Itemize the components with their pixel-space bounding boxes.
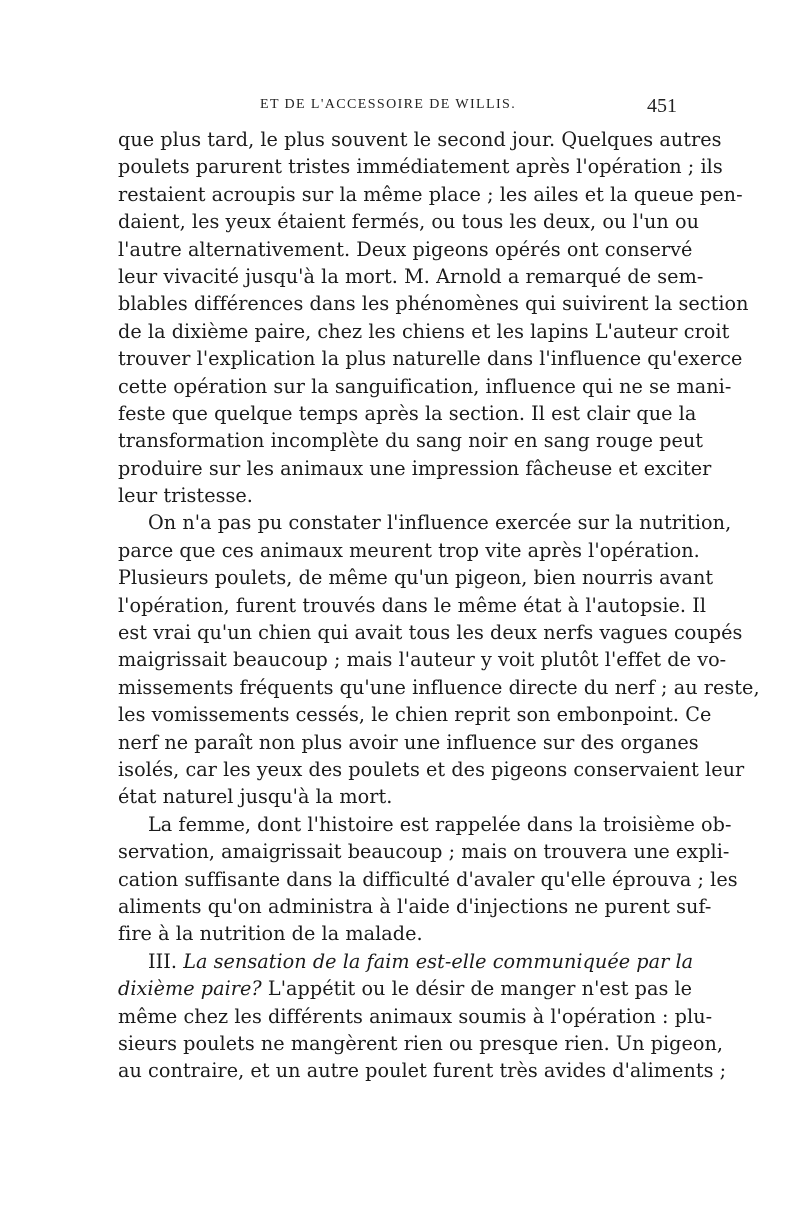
text-line: maigrissait beaucoup ; mais l'auteur y voit plutôt l'effet de vo- xyxy=(118,648,727,672)
text-line: missements fréquents qu'une influence directe du nerf ; au reste, xyxy=(118,675,760,699)
page-number: 451 xyxy=(647,95,677,117)
paragraph-start-line: On n'a pas pu constater l'influence exercée sur la nutrition, xyxy=(148,511,732,535)
text-line: leur vivacité jusqu'à la mort. M. Arnold a remarqué de sem- xyxy=(118,264,704,288)
section-number: III. xyxy=(148,949,178,973)
section-title: La sensation de la faim est-elle communiquée par la xyxy=(183,949,694,973)
text-line: poulets parurent tristes immédiatement après l'opération ; ils xyxy=(118,155,723,179)
text-line: isolés, car les yeux des poulets et des pigeons conservaient leur xyxy=(118,757,745,781)
text-line: au contraire, et un autre poulet furent très avides d'aliments ; xyxy=(118,1059,727,1083)
text-line: l'opération, furent trouvés dans le même état à l'autopsie. Il xyxy=(118,593,707,617)
text-line: même chez les différents animaux soumis à l'opération : plu- xyxy=(118,1004,713,1028)
text-line: parce que ces animaux meurent trop vite après l'opération. xyxy=(118,538,700,562)
text-line: aliments qu'on administra à l'aide d'injections ne purent suf- xyxy=(118,894,712,918)
text-line: est vrai qu'un chien qui avait tous les deux nerfs vagues coupés xyxy=(118,621,743,645)
text-line: daient, les yeux étaient fermés, ou tous les deux, ou l'un ou xyxy=(118,210,699,234)
section-title-continued: dixième paire? xyxy=(118,977,262,1001)
section-text: L'appétit ou le désir de manger n'est pas le xyxy=(267,977,693,1001)
text-line: Plusieurs poulets, de même qu'un pigeon, bien nourris avant xyxy=(118,566,714,590)
text-line: nerf ne paraît non plus avoir une influence sur des organes xyxy=(118,730,699,754)
text-line: transformation incomplète du sang noir en sang rouge peut xyxy=(118,429,704,453)
text-line: leur tristesse. xyxy=(118,484,253,508)
section-heading-line-2 xyxy=(118,975,693,1002)
text-line: servation, amaigrissait beaucoup ; mais on trouvera une expli- xyxy=(118,840,730,864)
text-line: cation suffisante dans la difficulté d'avaler qu'elle éprouva ; les xyxy=(118,867,738,891)
body-text xyxy=(118,126,760,1085)
text-line: les vomissements cessés, le chien reprit son embonpoint. Ce xyxy=(118,703,712,727)
section-heading-line xyxy=(118,948,694,975)
text-line: de la dixième paire, chez les chiens et les lapins L'auteur croit xyxy=(118,319,730,343)
header-title: ET DE L'ACCESSOIRE DE WILLIS. xyxy=(260,97,517,112)
text-line: trouver l'explication la plus naturelle dans l'influence qu'exerce xyxy=(118,347,743,371)
text-line: feste que quelque temps après la section. Il est clair que la xyxy=(118,401,697,425)
text-line: que plus tard, le plus souvent le second jour. Quelques autres xyxy=(118,128,722,151)
text-line: l'autre alternativement. Deux pigeons opérés ont conservé xyxy=(118,237,693,261)
text-line: sieurs poulets ne mangèrent rien ou presque rien. Un pigeon, xyxy=(118,1031,724,1055)
paragraph-start-line: La femme, dont l'histoire est rappelée dans la troisième ob- xyxy=(148,812,732,836)
text-line: restaient acroupis sur la même place ; les ailes et la queue pen- xyxy=(118,182,743,206)
running-header xyxy=(132,95,677,123)
text-line: produire sur les animaux une impression fâcheuse et exciter xyxy=(118,456,712,480)
text-line: fire à la nutrition de la malade. xyxy=(118,922,423,946)
text-line: état naturel jusqu'à la mort. xyxy=(118,785,393,809)
text-line: blables différences dans les phénomènes qui suivirent la section xyxy=(118,292,749,316)
text-line: cette opération sur la sanguification, influence qui ne se mani- xyxy=(118,374,732,398)
